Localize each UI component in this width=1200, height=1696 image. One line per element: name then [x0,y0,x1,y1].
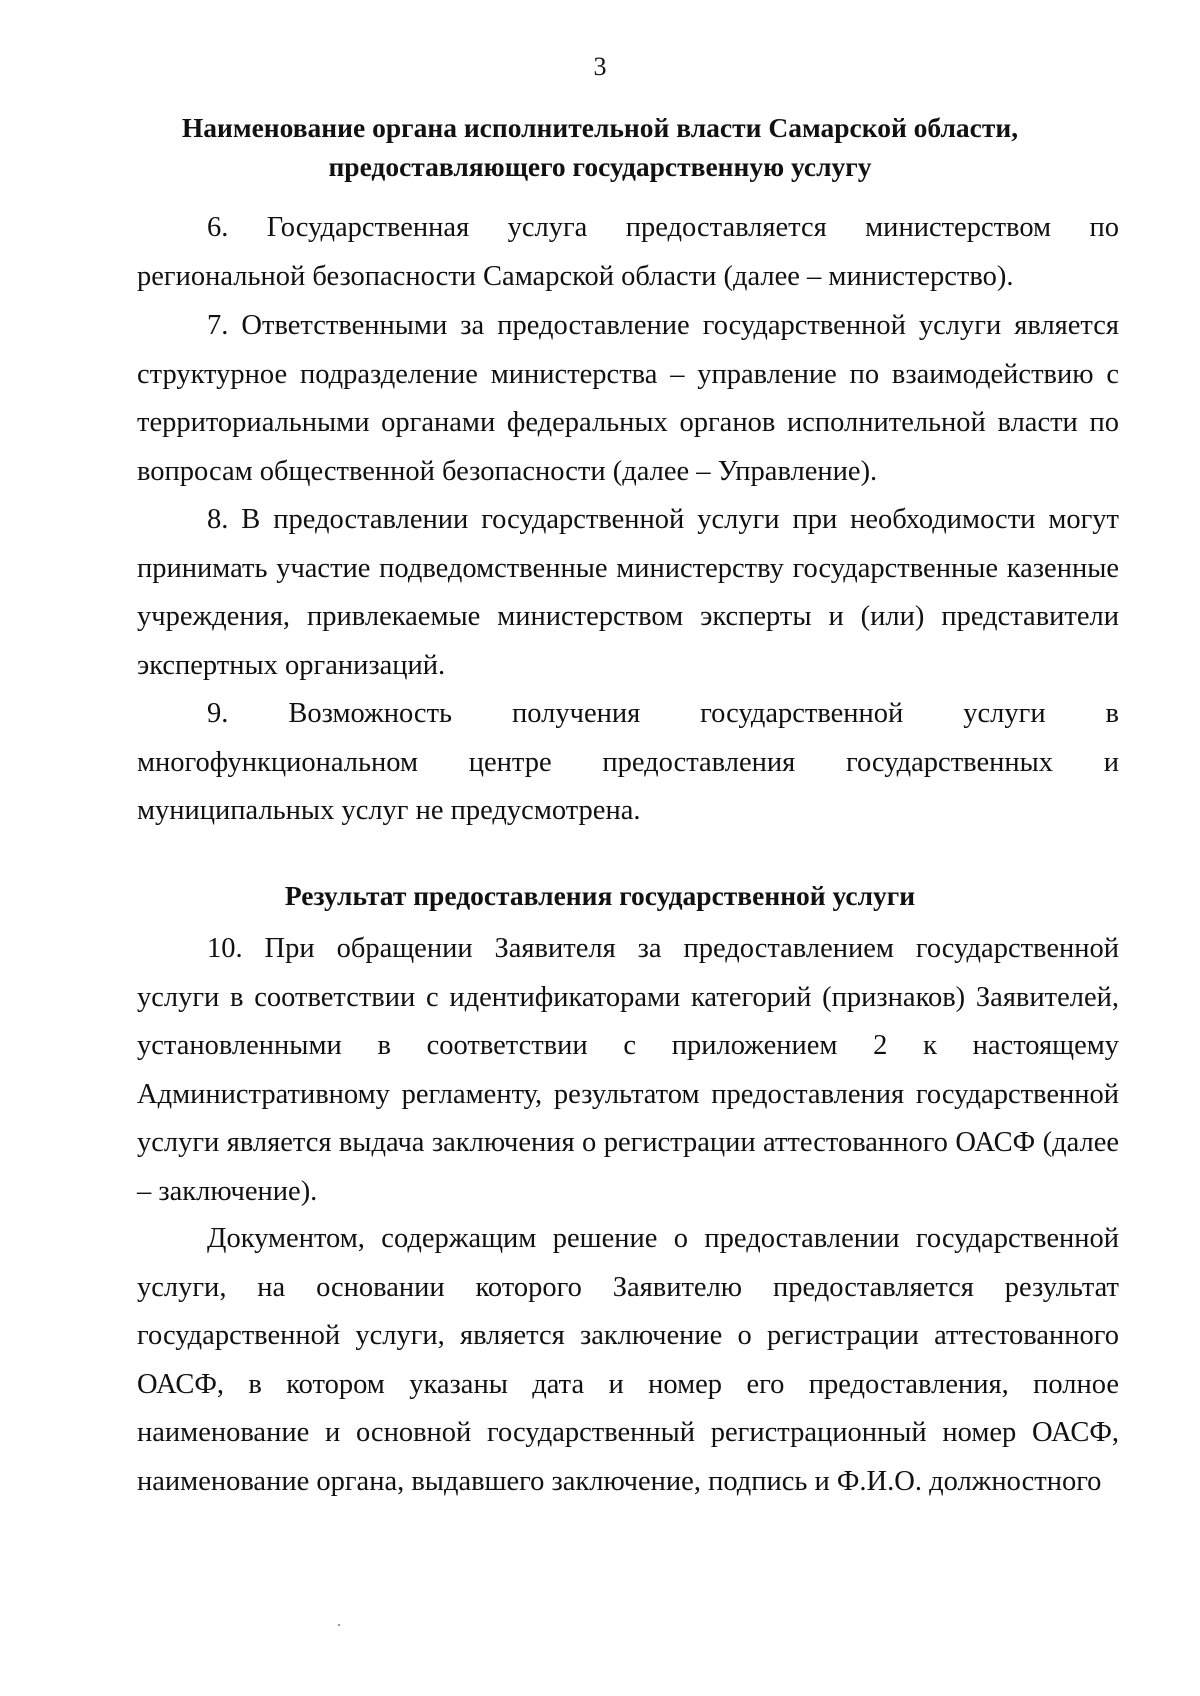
section-heading-service-result: Результат предоставления государственной услуги [284,880,916,911]
paragraph-9: 9. Возможность получения государственной услуги в многофункциональном центре предоставления государственных и муниципальных услуг не предусмотрена. [137,698,1119,826]
scan-speck [338,1624,340,1626]
page-number: 3 [593,52,607,81]
paragraph-8: 8. В предоставлении государственной услуги при необходимости могут принимать участие подведомственные министерству государственные казенные учреждения, привлекаемые министерством эксперты и (или) представители экспертных организаций. [137,504,1119,681]
section-heading-line-1: Наименование органа исполнительной власти Самарской области, [181,112,1019,143]
paragraph-6: 6. Государственная услуга предоставляется министерством по региональной безопасности Самарской области (далее – министерство). [137,212,1119,292]
section-heading-line-2: предоставляющего государственную услугу [328,151,872,182]
paragraph-10: 10. При обращении Заявителя за предоставлением государственной услуги в соответствии с идентификаторами категорий (признаков) Заявителей, установленными в соответствии с приложением 2 к настоящему Административному регламенту, результатом предоставления государственной услуги является выдача заключения о регистрации аттестованного ОАСФ (далее – заключение). [137,933,1119,1207]
paragraph-7: 7. Ответственными за предоставление государственной услуги является структурное подразделение министерства – управление по взаимодействию с территориальными органами федеральных органов исполнительной власти по вопросам общественной безопасности (далее – Управление). [137,310,1119,487]
paragraph-result-document: Документом, содержащим решение о предоставлении государственной услуги, на основании которого Заявителю предоставляется результат государственной услуги, является заключение о регистрации аттестованного ОАСФ, в котором указаны дата и номер его предоставления, полное наименование и основной государственный регистрационный номер ОАСФ, наименование органа, выдавшего заключение, подпись и Ф.И.О. должностного [137,1223,1119,1497]
section-heading-executive-body [120,108,1080,186]
